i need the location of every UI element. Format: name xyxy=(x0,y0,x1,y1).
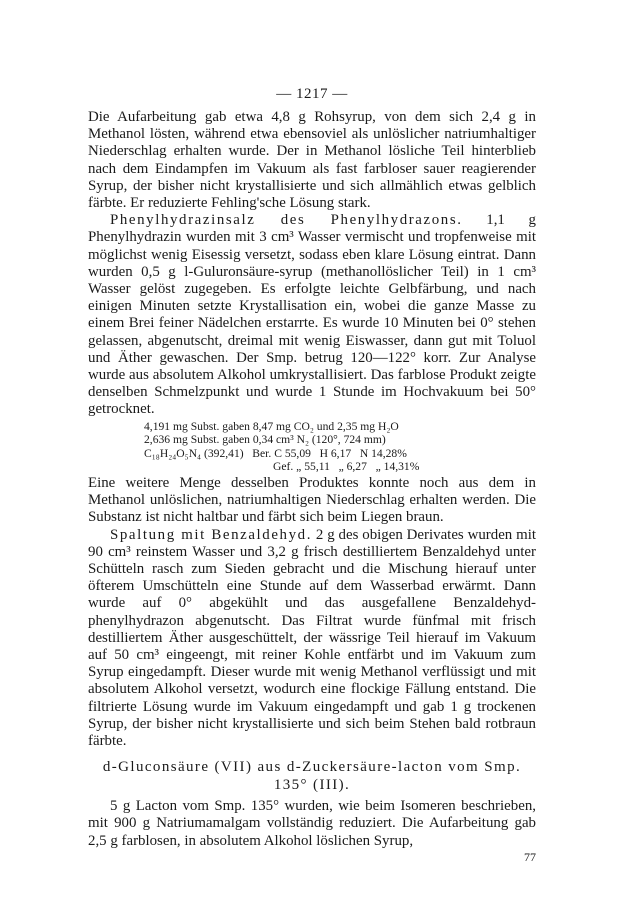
analysis-formula-line: C₁₈H₂₄O₅N₄ (392,41) Ber. C 55,09 H 6,17 N 14,28% xyxy=(144,446,407,460)
document-page xyxy=(88,86,536,864)
analysis-block xyxy=(88,420,536,474)
paragraph-rohsyrup: Die Aufarbeitung gab etwa 4,8 g Rohsyrup, von dem sich 2,4 g in Methanol lösten, während etwa ebensoviel als unlöslicher natriumhaltiger Niederschlag erhalten wurde. Der in Methanol lösliche Teil hinterblieb nach dem Eindampfen im Vakuum als fast farbloser sauer reagierender Syrup, der bisher nicht krystallisierte und sich allmählich etwas gelblich färbte. Er reduzierte Fehling'sche Lösung stark. xyxy=(88,109,536,212)
paragraph-spaltung xyxy=(88,527,536,751)
analysis-line: 2,636 mg Subst. gaben 0,34 cm³ N₂ (120°, 724 mm) xyxy=(144,433,386,447)
analysis-line: 4,191 mg Subst. gaben 8,47 mg CO₂ und 2,35 mg H₂O xyxy=(144,419,399,433)
paragraph-body-phenylhydrazinsalz: 1,1 g Phenylhydrazin wurden mit 3 cm³ Wasser vermischt und tropfenweise mit möglichst wenig Eisessig versetzt, sodass eben klare Lösung eintrat. Dann wurden 0,5 g l-Guluronsäure-syrup (methanollöslicher Teil) in 1 cm³ Wasser gelöst zugegeben. Es erfolgte leichte Gelbfärbung, und nach einigen Minuten setzte Krystallisation ein, wobei die ganze Masse zu einem Brei feiner Nädelchen erstarrte. Es wurde 10 Minuten bei 0° stehen gelassen, abgenutscht, dreimal mit wenig Eiswasser, dann gut mit Toluol und Äther gewaschen. Der Smp. betrug 120—122° korr. Zur Analyse wurde aus absolutem Alkohol umkrystallisiert. Das farblose Produkt zeigte denselben Schmelzpunkt und wurde 1 Stunde im Hochvakuum bei 50° getrocknet. xyxy=(88,212,536,418)
section-heading: d-Gluconsäure (VII) aus d-Zuckersäure-lacton vom Smp. 135° (III). xyxy=(102,759,522,793)
page-number: — 1217 — xyxy=(276,86,348,102)
analysis-found-line: Gef. „ 55,11 „ 6,27 „ 14,31% xyxy=(273,460,420,474)
run-in-title-phenylhydrazinsalz: Phenylhydrazinsalz des Phenylhydrazons. xyxy=(110,212,463,229)
paragraph-phenylhydrazinsalz xyxy=(88,212,536,418)
paragraph-body-spaltung: 2 g des obigen Derivates wurden mit 90 cm³ reinstem Wasser und 3,2 g frisch destilliertem Benzaldehyd unter Schütteln rasch zum Sieden gebracht und die Mischung hierauf unter öfterem Umschütteln eine Stunde auf dem Wasserbad erwärmt. Dann wurde auf 0° abgekühlt und das ausgefallene Benzaldehyd-phenylhydrazon abgenutscht. Das Filtrat wurde fünfmal mit frisch destilliertem Äther ausgeschüttelt, der wässrige Teil hierauf im Vakuum auf 50 cm³ eingeengt, mit reiner Kohle entfärbt und im Vakuum zum Syrup eingedampft. Dieser wurde mit wenig Methanol verflüssigt und mit absolutem Alkohol versetzt, wodurch eine flockige Fällung entstand. Die filtrierte Lösung wurde im Vakuum eingedampft und gab 1 g trockenen Syrup, der bisher nicht krystallisierte und sich beim Stehen bald rotbraun färbte. xyxy=(88,526,536,750)
paragraph-lacton: 5 g Lacton vom Smp. 135° wurden, wie beim Isomeren beschrieben, mit 900 g Natriumamalgam vollständig reduziert. Die Aufarbeitung gab 2,5 g farblosen, in absolutem Alkohol löslichen Syrup, xyxy=(88,798,536,849)
run-in-title-spaltung: Spaltung mit Benzaldehyd. xyxy=(110,526,313,543)
footer-folio: 77 xyxy=(524,849,536,864)
paragraph-weitere-menge: Eine weitere Menge desselben Produktes konnte noch aus dem in Methanol unlöslichen, natriumhaltigen Niederschlag erhalten werden. Die Substanz ist nicht haltbar und färbt sich beim Liegen braun. xyxy=(88,475,536,526)
